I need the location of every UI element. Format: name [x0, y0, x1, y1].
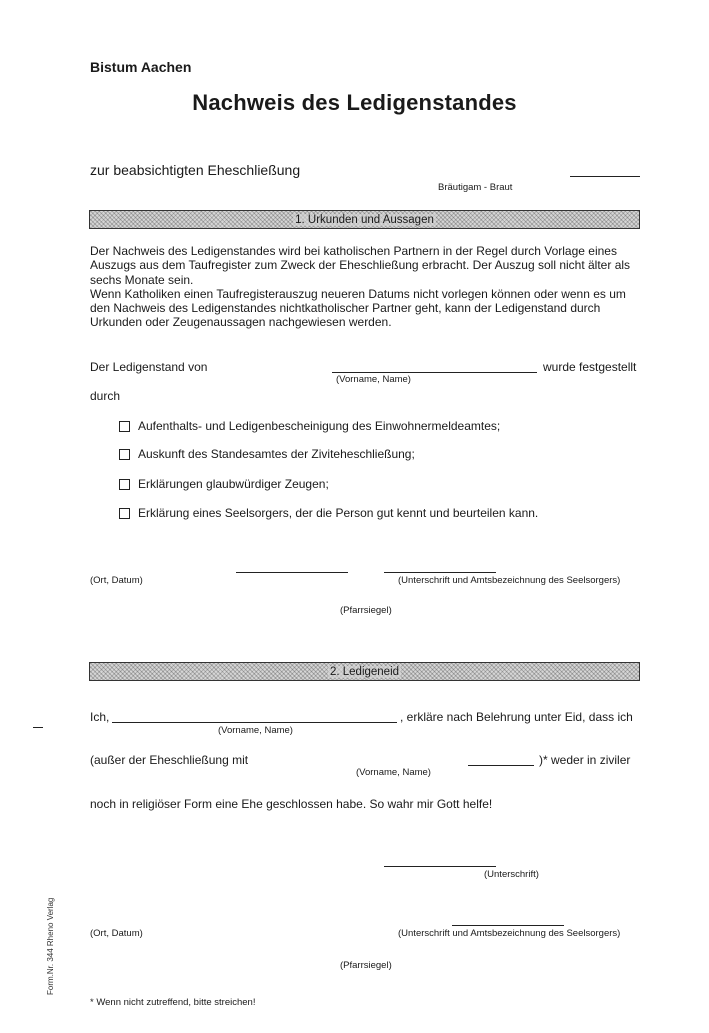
oath-suffix: , erkläre nach Belehrung unter Eid, dass ich: [400, 710, 633, 724]
place-date-line[interactable]: [236, 572, 348, 573]
option-witnesses[interactable]: [119, 477, 329, 491]
form-number-side-note: Form.Nr. 344 Rheno Verlag: [46, 897, 55, 995]
bride-groom-caption: Bräutigam - Braut: [438, 182, 513, 193]
option-label: Erklärungen glaubwürdiger Zeugen;: [138, 477, 329, 491]
parish-seal-caption: (Pfarrsiegel): [340, 605, 392, 616]
person-name-caption: (Vorname, Name): [336, 374, 411, 385]
document-subtitle: zur beabsichtigten Eheschließung: [90, 162, 301, 178]
marriage-exception-prefix: (außer der Eheschließung mit: [90, 753, 249, 767]
oath-prefix: Ich,: [90, 710, 110, 724]
parish-seal-caption-2: (Pfarrsiegel): [340, 960, 392, 971]
checkbox[interactable]: [119, 479, 130, 490]
intro-paragraph-1: Der Nachweis des Ledigenstandes wird bei katholischen Partnern in der Regel durch Vorlage eines Auszugs aus dem Taufregister zum Zweck der Eheschließung erbracht. Der Auszug soll nicht älter als sechs Monate sein.: [90, 244, 631, 287]
section-2-header: [89, 662, 640, 681]
statement-prefix: Der Ledigenstand von: [90, 360, 208, 374]
spouse-name-line[interactable]: [468, 765, 534, 766]
section-1-intro: [90, 244, 642, 330]
option-label: Aufenthalts- und Ledigenbescheinigung des Einwohnermeldeamtes;: [138, 419, 501, 433]
statement-suffix: wurde festgestellt: [543, 360, 637, 374]
option-label: Auskunft des Standesamtes der Ziviteheschließung;: [138, 447, 415, 461]
section-2-title: 2. Ledigeneid: [329, 665, 400, 678]
declarant-signature-line[interactable]: [384, 866, 496, 867]
by-label: durch: [90, 389, 121, 403]
option-registration-office[interactable]: [119, 419, 500, 433]
declarant-signature-caption: (Unterschrift): [484, 869, 539, 880]
pastor-signature-caption: (Unterschrift und Amtsbezeichnung des Seelsorgers): [398, 575, 621, 586]
section-1-title: 1. Urkunden und Aussagen: [295, 213, 434, 226]
option-label: Erklärung eines Seelsorgers, der die Person gut kennt und beurteilen kann.: [138, 506, 539, 520]
checkbox[interactable]: [119, 449, 130, 460]
marriage-exception-suffix: )* weder in ziviler: [539, 753, 631, 767]
oath-closing: noch in religiöser Form eine Ehe geschlossen habe. So wahr mir Gott helfe!: [90, 797, 493, 811]
pastor-signature-line-2[interactable]: [452, 925, 564, 926]
document-title: Nachweis des Ledigenstandes: [192, 90, 517, 115]
place-date-caption: (Ort, Datum): [90, 575, 143, 586]
intro-paragraph-2: Wenn Katholiken einen Taufregisterauszug neueren Datums nicht vorlegen können oder wenn es um den Nachweis des Ledigenstandes nichtkatholischer Partner geht, kann der Ledigenstand durch Urkunden oder Zeugenaussagen nachgewiesen werden.: [90, 286, 626, 330]
section-1-header: [89, 210, 640, 229]
pastor-signature-line[interactable]: [384, 572, 496, 573]
declarant-name-caption: (Vorname, Name): [218, 725, 293, 736]
organization-name: Bistum Aachen: [90, 59, 192, 75]
bride-groom-line[interactable]: [570, 176, 640, 177]
checkbox[interactable]: [119, 508, 130, 519]
option-pastor-statement[interactable]: [119, 506, 538, 520]
footnote: * Wenn nicht zutreffend, bitte streichen!: [90, 997, 256, 1008]
spouse-name-caption: (Vorname, Name): [356, 767, 431, 778]
pastor-signature-caption-2: (Unterschrift und Amtsbezeichnung des Seelsorgers): [398, 928, 621, 939]
person-name-line[interactable]: [332, 372, 537, 373]
place-date-caption-2: (Ort, Datum): [90, 928, 143, 939]
declarant-name-line[interactable]: [112, 722, 397, 723]
option-civil-registry[interactable]: [119, 447, 415, 461]
checkbox[interactable]: [119, 421, 130, 432]
fold-mark: [33, 727, 43, 728]
